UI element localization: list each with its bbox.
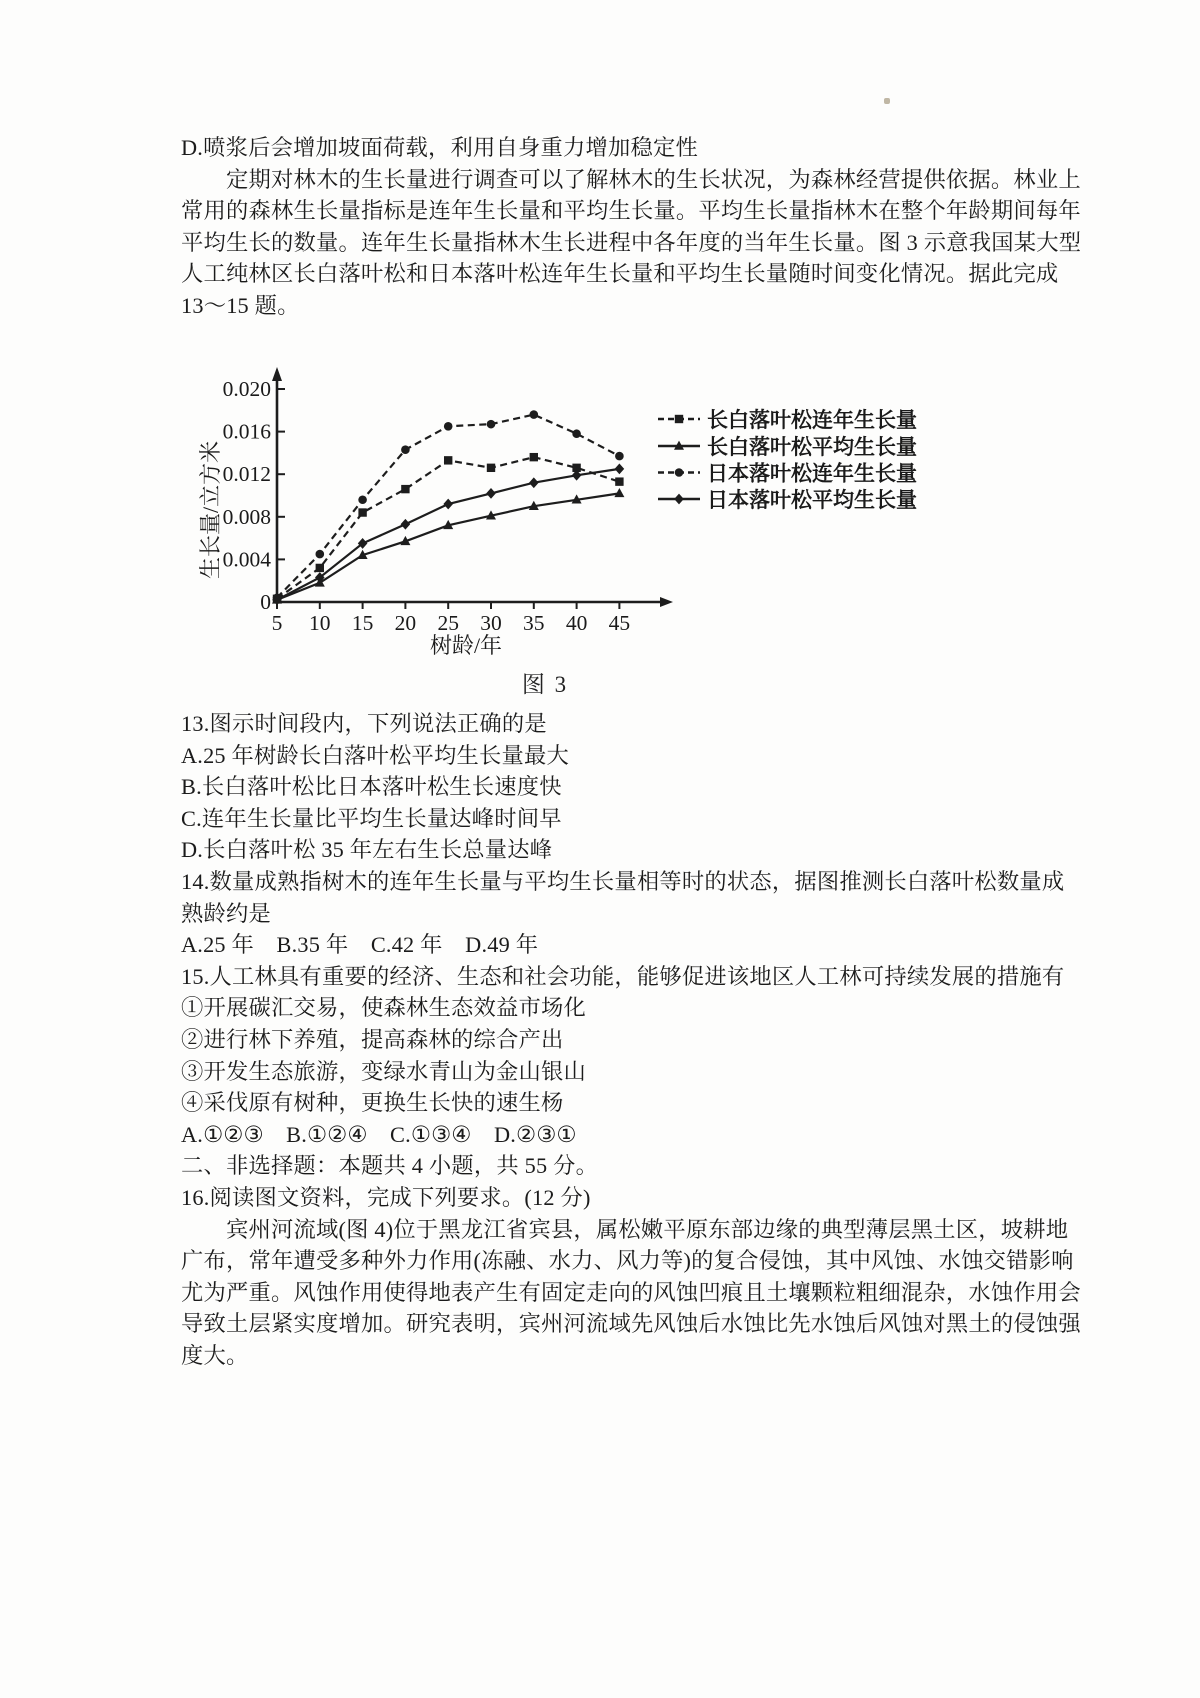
y-tick-label: 0.008 xyxy=(222,504,271,529)
legend-label: 长白落叶松平均生长量 xyxy=(707,435,917,459)
y-axis-arrow xyxy=(272,367,282,381)
circle-marker xyxy=(401,445,410,454)
text-line: D.长白落叶松 35 年左右生长总量达峰 xyxy=(181,837,553,863)
circle-marker xyxy=(316,550,325,559)
square-marker xyxy=(530,453,538,461)
text-line: 二、非选择题：本题共 4 小题，共 55 分。 xyxy=(181,1153,599,1179)
x-tick-label: 10 xyxy=(309,611,331,635)
text-line: 人工纯林区长白落叶松和日本落叶松连年生长量和平均生长量随时间变化情况。据此完成 xyxy=(181,261,1059,287)
text-line: A.①②③ B.①②④ C.①③④ D.②③① xyxy=(181,1121,577,1147)
y-axis-title: 生长量/立方米 xyxy=(198,440,223,579)
legend-label: 长白落叶松连年生长量 xyxy=(707,408,917,432)
text-line: 15.人工林具有重要的经济、生态和社会功能，能够促进该地区人工林可持续发展的措施有 xyxy=(181,963,1065,989)
x-tick-label: 40 xyxy=(565,611,588,635)
text-line: 熟龄约是 xyxy=(181,900,271,926)
text-line: 度大。 xyxy=(181,1342,249,1368)
text-line: 平均生长的数量。连年生长量指林木生长进程中各年度的当年生长量。图 3 示意我国某大型 xyxy=(181,229,1082,255)
y-tick-label: 0.016 xyxy=(222,419,271,444)
text-line: 13.图示时间段内，下列说法正确的是 xyxy=(181,711,547,736)
circle-marker xyxy=(358,495,367,504)
x-tick-label: 25 xyxy=(437,611,459,635)
circle-marker xyxy=(615,452,624,461)
y-tick-label: 0.020 xyxy=(222,377,271,401)
text-line: ②进行林下养殖，提高森林的综合产出 xyxy=(181,1026,564,1052)
triangle-marker xyxy=(614,488,624,497)
text-line: B.长白落叶松比日本落叶松生长速度快 xyxy=(181,774,562,800)
text-line: 定期对林木的生长量进行调查可以了解林木的生长状况，为森林经营提供依据。林业上 xyxy=(226,166,1081,192)
text-line: ①开展碳汇交易，使森林生态效益市场化 xyxy=(181,995,586,1021)
square-marker xyxy=(487,464,495,472)
x-tick-label: 15 xyxy=(351,611,374,635)
diamond-marker xyxy=(674,494,684,505)
x-tick-label: 5 xyxy=(271,611,283,635)
text-line: 13～15 题。 xyxy=(181,292,300,318)
circle-marker xyxy=(530,410,539,419)
scan-artifact-dot xyxy=(884,98,890,104)
y-axis-ticks xyxy=(223,377,285,614)
x-axis-ticks xyxy=(272,602,631,635)
series-3 xyxy=(272,463,624,605)
text-line: C.连年生长量比平均生长量达峰时间早 xyxy=(181,805,562,831)
text-line: 常用的森林生长量指标是连年生长量和平均生长量。平均生长量指林木在整个年龄期间每年 xyxy=(181,198,1081,224)
square-marker xyxy=(615,477,623,485)
x-axis-arrow xyxy=(660,597,673,607)
text-line: ④采伐原有树种，更换生长快的速生杨 xyxy=(181,1090,564,1116)
y-tick-label: 0.012 xyxy=(222,462,271,487)
x-tick-label: 30 xyxy=(480,611,502,635)
square-marker xyxy=(401,485,409,493)
question-text-block-top xyxy=(181,132,1082,322)
chart-legend xyxy=(658,408,917,512)
diamond-marker xyxy=(443,499,453,510)
axes xyxy=(272,367,673,607)
x-tick-label: 45 xyxy=(608,611,631,635)
larch-growth-chart xyxy=(170,345,930,675)
square-marker xyxy=(675,415,683,423)
square-marker xyxy=(316,564,324,572)
diamond-marker xyxy=(529,477,539,488)
diamond-marker xyxy=(486,488,496,499)
text-line: 16.阅读图文资料，完成下列要求。(12 分) xyxy=(181,1184,591,1210)
text-line: 导致土层紧实度增加。研究表明，宾州河流域先风蚀后水蚀比先水蚀后风蚀对黑土的侵蚀强 xyxy=(181,1311,1081,1337)
text-line: 14.数量成熟指树木的连年生长量与平均生长量相等时的状态，据图推测长白落叶松数量成 xyxy=(181,868,1065,894)
circle-marker xyxy=(487,420,496,429)
x-tick-label: 35 xyxy=(523,611,545,635)
text-line: D.喷浆后会增加坡面荷载，利用自身重力增加稳定性 xyxy=(181,135,699,160)
circle-marker xyxy=(572,429,581,438)
square-marker xyxy=(444,456,452,464)
diamond-marker xyxy=(615,463,625,474)
circle-marker xyxy=(444,422,453,431)
figure-caption: 图 3 xyxy=(521,672,569,697)
x-tick-label: 20 xyxy=(394,611,417,635)
text-line: ③开发生态旅游，变绿水青山为金山银山 xyxy=(181,1058,586,1084)
text-line: A.25 年树龄长白落叶松平均生长量最大 xyxy=(181,742,570,768)
legend-label: 日本落叶松连年生长量 xyxy=(707,461,917,486)
text-line: 宾州河流域(图 4)位于黑龙江省宾县，属松嫩平原东部边缘的典型薄层黑土区，坡耕地 xyxy=(226,1216,1069,1242)
question-text-block-bottom xyxy=(181,708,1081,1371)
y-tick-label: 0.004 xyxy=(222,547,271,572)
text-line: 尤为严重。风蚀作用使得地表产生有固定走向的风蚀凹痕且土壤颗粒粗细混杂，水蚀作用会 xyxy=(181,1279,1081,1305)
series-line xyxy=(277,469,619,600)
y-origin-label: 0 xyxy=(260,590,271,614)
text-line: 广布，常年遭受多种外力作用(冻融、水力、风力等)的复合侵蚀，其中风蚀、水蚀交错影响 xyxy=(181,1248,1074,1274)
circle-marker xyxy=(675,468,684,477)
text-line: A.25 年 B.35 年 C.42 年 D.49 年 xyxy=(181,932,539,958)
diamond-marker xyxy=(401,519,411,530)
x-axis-title: 树龄/年 xyxy=(429,633,503,658)
legend-label: 日本落叶松平均生长量 xyxy=(707,488,917,512)
square-marker xyxy=(358,508,366,516)
